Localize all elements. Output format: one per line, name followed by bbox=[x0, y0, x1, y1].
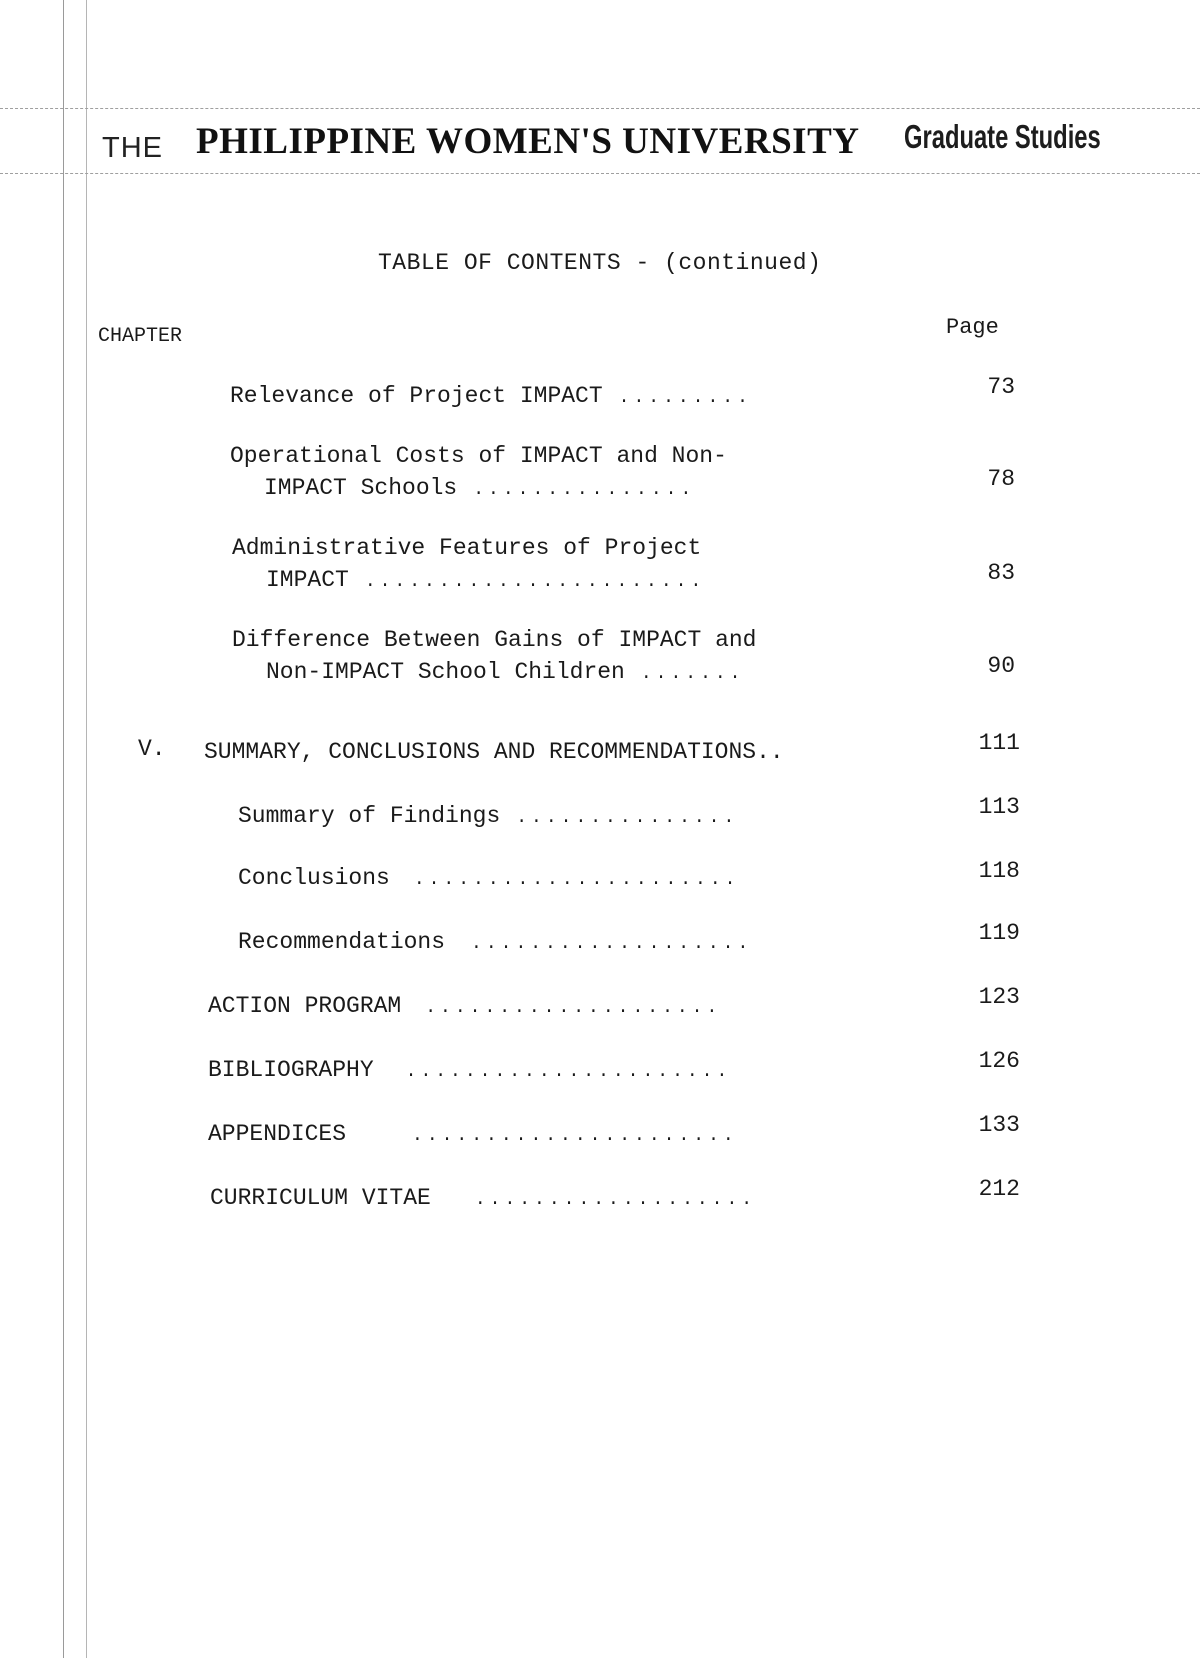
toc-entry-page: 119 bbox=[978, 920, 1020, 946]
toc-entry bbox=[238, 862, 739, 896]
toc-entry bbox=[238, 800, 738, 834]
toc-entry bbox=[208, 990, 721, 1024]
header-rule-bottom bbox=[0, 173, 1200, 174]
toc-entry-text: BIBLIOGRAPHY ...................... bbox=[208, 1057, 732, 1083]
letterhead-the: THE bbox=[102, 132, 163, 164]
toc-entry bbox=[230, 440, 727, 506]
toc-entry-text: Operational Costs of IMPACT and Non- bbox=[230, 443, 727, 469]
page-column-label: Page bbox=[946, 315, 999, 340]
toc-entry-page: 212 bbox=[978, 1176, 1020, 1202]
toc-entry-page: 90 bbox=[987, 653, 1015, 679]
toc-entry-text: Recommendations ................... bbox=[238, 929, 753, 955]
left-margin-line-inner bbox=[86, 0, 87, 1658]
toc-entry-text: Difference Between Gains of IMPACT and bbox=[232, 627, 757, 653]
toc-entry-page: 78 bbox=[987, 466, 1015, 492]
toc-entry bbox=[230, 380, 752, 414]
toc-entry-page: 73 bbox=[987, 374, 1015, 400]
toc-entry bbox=[232, 532, 705, 598]
toc-entry-page: 123 bbox=[978, 984, 1020, 1010]
letterhead-department: Graduate Studies bbox=[904, 118, 1101, 155]
toc-entry-text: Relevance of Project IMPACT ......... bbox=[230, 383, 752, 409]
toc-entry bbox=[232, 624, 757, 690]
toc-title: TABLE OF CONTENTS - (continued) bbox=[378, 250, 822, 276]
left-margin-line bbox=[63, 0, 64, 1658]
toc-entry bbox=[210, 1182, 756, 1216]
toc-entry-text-continued: IMPACT ....................... bbox=[266, 567, 706, 593]
toc-entry-page: 111 bbox=[978, 730, 1020, 756]
toc-entry bbox=[208, 1054, 731, 1088]
toc-entry-text: Conclusions ...................... bbox=[238, 865, 740, 891]
letterhead bbox=[102, 112, 1182, 172]
toc-entry-text: Summary of Findings ............... bbox=[238, 803, 739, 829]
toc-entry-page: 118 bbox=[978, 858, 1020, 884]
header-rule-top bbox=[0, 108, 1200, 109]
toc-entry-text-continued: Non-IMPACT School Children ....... bbox=[266, 659, 745, 685]
toc-entry-text: Administrative Features of Project bbox=[232, 535, 702, 561]
toc-entry-text: ACTION PROGRAM .................... bbox=[208, 993, 722, 1019]
toc-entry-page: 113 bbox=[978, 794, 1020, 820]
toc-entry bbox=[238, 926, 752, 960]
chapter-column-label: CHAPTER bbox=[98, 325, 183, 348]
toc-entry-text: APPENDICES ...................... bbox=[208, 1121, 738, 1147]
toc-chapter-number: V. bbox=[138, 736, 166, 762]
letterhead-university: PHILIPPINE WOMEN'S UNIVERSITY bbox=[196, 121, 860, 162]
toc-entry bbox=[208, 1118, 738, 1152]
toc-entry-page: 83 bbox=[987, 560, 1015, 586]
toc-entry-text: SUMMARY, CONCLUSIONS AND RECOMMENDATIONS.. bbox=[204, 739, 784, 765]
toc-entry-page: 133 bbox=[978, 1112, 1020, 1138]
toc-entry bbox=[204, 736, 784, 768]
toc-entry-text-continued: IMPACT Schools ............... bbox=[264, 475, 696, 501]
toc-entry-text: CURRICULUM VITAE ................... bbox=[210, 1185, 757, 1211]
toc-entry-page: 126 bbox=[978, 1048, 1020, 1074]
